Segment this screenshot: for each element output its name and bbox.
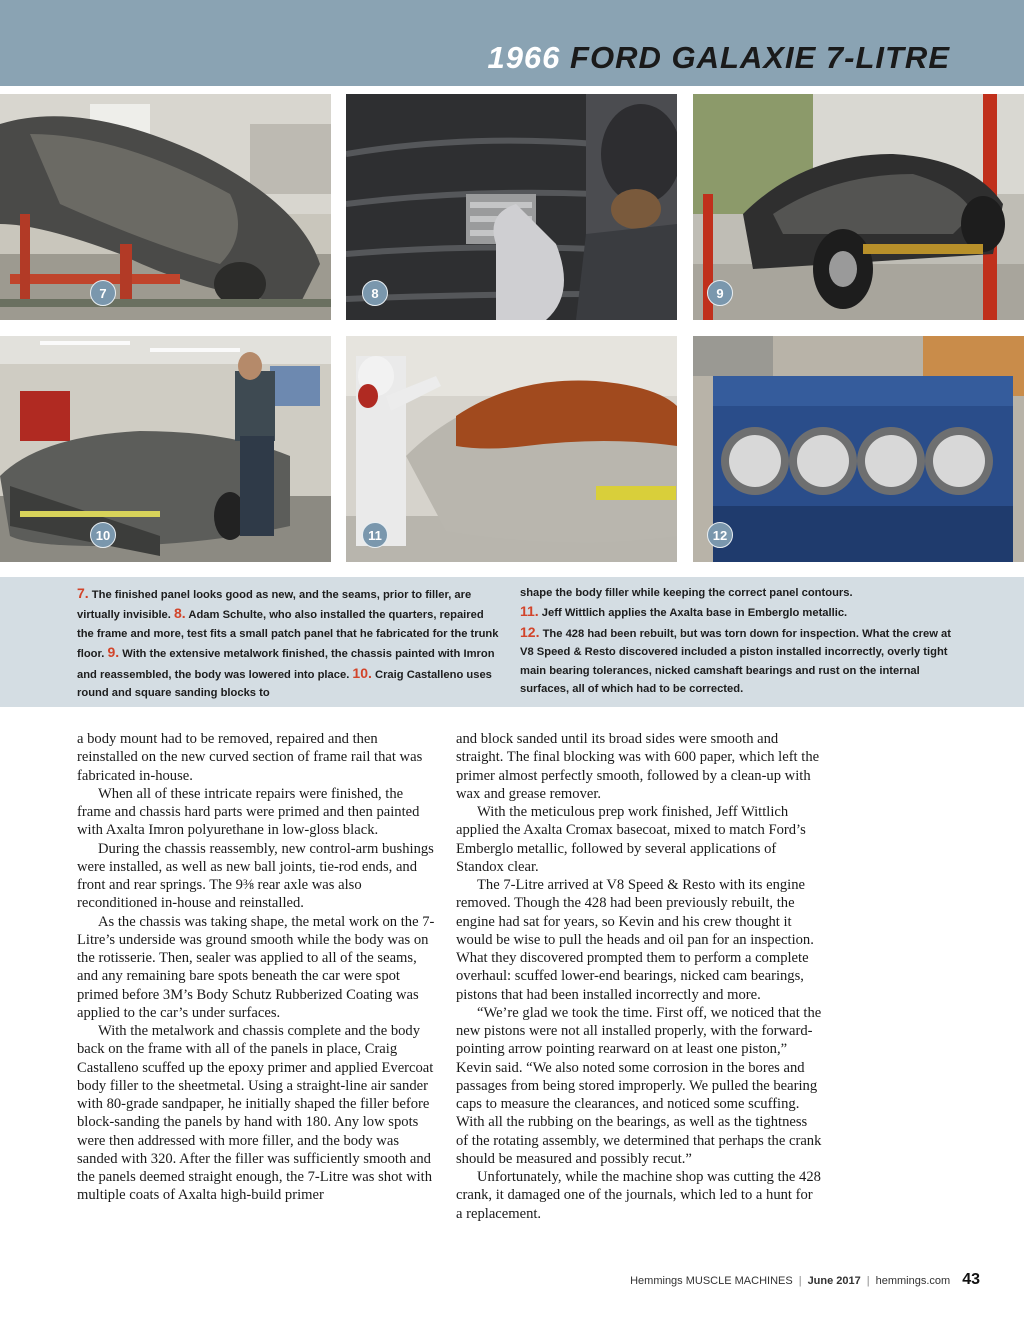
caption-number-12: 12. xyxy=(520,623,540,640)
caption-column-left xyxy=(77,584,502,702)
patch-panel-fit-photo xyxy=(346,94,677,320)
page-footer xyxy=(630,1271,980,1289)
caption-number-10: 10. xyxy=(352,664,372,681)
photo-number-badge: 11 xyxy=(362,522,388,548)
page-header-band xyxy=(0,0,1024,86)
photo-number-badge: 9 xyxy=(707,280,733,306)
caption-text-7: The finished panel looks good as new, and the seams, prior to filler, are virtually invisible. xyxy=(77,589,472,622)
photo-number-badge: 8 xyxy=(362,280,388,306)
photo-number-badge: 7 xyxy=(90,280,116,306)
photo-11 xyxy=(346,336,677,562)
caption-text-10a: Craig Castalleno uses round and square sanding blocks to xyxy=(77,668,492,700)
caption-text-10b: shape the body filler while keeping the correct panel contours. xyxy=(520,587,853,599)
body-paragraph: Unfortunately, while the machine shop was cutting the 428 crank, it damaged one of the journals, which led to a hunt for a replacement. xyxy=(456,1169,821,1222)
body-shell-on-rotisserie-photo xyxy=(0,94,331,320)
title-year: 1966 xyxy=(487,40,561,75)
photo-8 xyxy=(346,94,677,320)
photo-number-badge: 10 xyxy=(90,522,116,548)
footer-separator: | xyxy=(866,1275,870,1287)
body-paragraph: With the metalwork and chassis complete and the body back on the frame with all of the panels in place, Craig Castalleno scuffed up the epoxy primer and applied Evercoat body filler to the sheetmetal. Using a straight-line air sander with 80-grade sandpaper, he initially shaped the filler before block-sanding the panels by hand with 180. Any low spots were then addressed with more filler, and the body was sanded with 320. After the filler was sufficiently smooth and the panels deemed straight enough, the 7-Litre was shot with multiple coats of Axalta high-build primer xyxy=(77,1023,434,1204)
magazine-name: Hemmings MUSCLE MACHINES xyxy=(630,1275,793,1287)
paint-booth-photo xyxy=(346,336,677,562)
block-sanding-photo xyxy=(0,336,331,562)
body-paragraph: and block sanded until its broad sides were smooth and straight. The final blocking was with 600 paper, which left the primer almost perfectly smooth, followed by a clean-up with wax and grease remover. xyxy=(456,731,820,802)
caption-column-right xyxy=(520,584,954,698)
caption-text-8: Adam Schulte, who also installed the quarters, repaired the frame and more, test fits a small patch panel that he fabricated for the trunk floor. xyxy=(77,609,499,661)
caption-text-12: The 428 had been rebuilt, but was torn down for inspection. What the crew at V8 Speed & Resto discovered included a piston installed incorrectly, overly tight main bearing tolerances, nicked camshaft bearings and rust on the internal surfaces, all of which had to be corrected. xyxy=(520,627,951,696)
issue-date: June 2017 xyxy=(807,1275,861,1287)
caption-number-8: 8. xyxy=(174,605,186,622)
body-paragraph: The 7-Litre arrived at V8 Speed & Resto with its engine removed. Though the 428 had been previously rebuilt, the engine had sat for years, so Kevin and his crew thought it would be wise to pull the heads and oil pan for an inspection. What they discovered prompted them to perform a complete overhaul: scuffed lower-end bearings, nicked cam bearings, pistons that had been installed incorrectly and more. xyxy=(456,877,814,1003)
title-model: FORD GALAXIE 7-LITRE xyxy=(570,40,950,75)
caption-number-11: 11. xyxy=(520,603,539,620)
photo-7 xyxy=(0,94,331,320)
caption-number-7: 7. xyxy=(77,585,89,601)
photo-9 xyxy=(693,94,1024,320)
photo-10 xyxy=(0,336,331,562)
website: hemmings.com xyxy=(875,1275,951,1287)
body-paragraph: When all of these intricate repairs were finished, the frame and chassis hard parts were primed and then painted with Axalta Imron polyurethane in low-gloss black. xyxy=(77,785,420,839)
body-paragraph: With the meticulous prep work finished, Jeff Wittlich applied the Axalta Cromax basecoat, mixed to match Ford’s Emberglo metallic, followed by several applications of Standox clear. xyxy=(456,804,806,875)
body-column-right xyxy=(456,730,822,1223)
body-paragraph: a body mount had to be removed, repaired and then reinstalled on the new curved section of frame rail that was fabricated in-house. xyxy=(77,731,423,784)
photo-number-badge: 12 xyxy=(707,522,733,548)
engine-block-pistons-photo xyxy=(693,336,1024,562)
footer-separator: | xyxy=(798,1275,802,1287)
article-title xyxy=(487,40,950,76)
photo-12 xyxy=(693,336,1024,562)
page-number: 43 xyxy=(962,1271,980,1288)
body-paragraph: During the chassis reassembly, new control-arm bushings were installed, as well as new ball joints, tie-rod ends, and front and rear springs. The 9⅜ rear axle was also reconditioned in-house and reinstalled. xyxy=(77,840,434,912)
body-paragraph: As the chassis was taking shape, the metal work on the 7-Litre’s underside was ground smooth while the body was on the rotisserie. Then, sealer was applied to all of the seams, and any remaining bare spots beneath the car were spot primed before 3M’s Body Schutz Rubberized Coating was applied to the car’s under surfaces. xyxy=(77,913,435,1021)
caption-text-9: With the extensive metalwork finished, the chassis painted with Imron and reassembled, the body was lowered into place. xyxy=(77,648,495,681)
body-paragraph: “We’re glad we took the time. First off, we noticed that the new pistons were not all installed properly, with the forward-pointing arrow pointing rearward on at least one piston,” Kevin said. “We also noted some corrosion in the bores and passages from being stored improperly. We pulled the bearing caps to measure the clearances, and noticed some scuffing. With all the rubbing on the bearings, as well as the tightness of the rotating assembly, we determined that perhaps the crank should be measured and possibly recut.” xyxy=(456,1004,822,1167)
caption-number-9: 9. xyxy=(107,644,120,661)
body-on-chassis-photo xyxy=(693,94,1024,320)
body-column-left xyxy=(77,730,435,1205)
caption-text-11: Jeff Wittlich applies the Axalta base in Emberglo metallic. xyxy=(538,607,848,620)
